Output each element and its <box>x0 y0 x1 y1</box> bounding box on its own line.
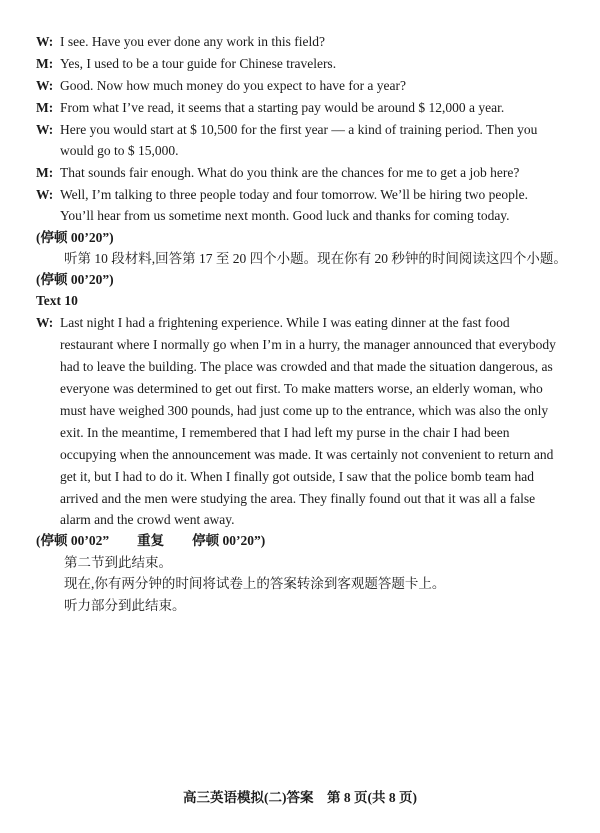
speaker-label: M: <box>36 56 54 71</box>
speaker-label: M: <box>36 165 54 180</box>
closing-line: 听力部分到此结束。 <box>64 598 186 613</box>
pause-note: (停顿 00’20”) <box>36 230 114 245</box>
speaker-label: W: <box>36 122 54 137</box>
monologue-line: must have weighed 300 pounds, had just come up to the entrance, which was also the only <box>60 403 549 418</box>
dialogue-line <box>36 186 528 204</box>
dialogue-continuation: would go to $ 15,000. <box>60 143 179 158</box>
instruction-text: 听第 10 段材料,回答第 17 至 20 四个小题。现在你有 20 秒钟的时间阅读这四个小题。 <box>64 251 567 266</box>
dialogue-line <box>36 77 406 95</box>
closing-line: 第二节到此结束。 <box>64 555 172 570</box>
pause-note: 停顿 00’20”) <box>192 533 266 548</box>
dialogue-text: I see. Have you ever done any work in this field? <box>60 34 326 49</box>
dialogue-line <box>36 121 537 139</box>
dialogue-text: Well, I’m talking to three people today and four tomorrow. We’ll be hiring two people. <box>60 187 528 202</box>
speaker-label: W: <box>36 187 54 202</box>
pause-note: (停顿 00’20”) <box>36 272 114 287</box>
page-footer: 高三英语模拟(二)答案 第 8 页(共 8 页) <box>183 790 417 805</box>
dialogue-line <box>36 55 336 73</box>
monologue-line: restaurant where I normally go when I’m in a hurry, the manager announced that everybody <box>60 337 556 352</box>
monologue-line: occupying when the announcement was made. It was certainly not convenient to return and <box>60 447 554 462</box>
speaker-label: W: <box>36 34 54 49</box>
section-heading: Text 10 <box>36 293 78 308</box>
monologue-line: everyone was determined to get out first. To make matters worse, an elderly woman, who <box>60 381 543 396</box>
speaker-label: W: <box>36 315 54 330</box>
dialogue-line <box>36 164 519 182</box>
dialogue-text: Here you would start at $ 10,500 for the first year — a kind of training period. Then you <box>60 122 538 137</box>
monologue-line: exit. In the meantime, I remembered that I had left my purse in the chair I had been <box>60 425 510 440</box>
dialogue-line <box>36 33 325 51</box>
pause-note: (停顿 00’02” <box>36 533 110 548</box>
dialogue-text: Yes, I used to be a tour guide for Chinese travelers. <box>60 56 337 71</box>
monologue-line: alarm and the crowd went away. <box>60 512 235 527</box>
speaker-label: M: <box>36 100 54 115</box>
closing-line: 现在,你有两分钟的时间将试卷上的答案转涂到客观题答题卡上。 <box>64 576 446 591</box>
dialogue-text: Good. Now how much money do you expect to have for a year? <box>60 78 407 93</box>
repeat-note: 重复 <box>137 533 165 548</box>
speaker-label: W: <box>36 78 54 93</box>
monologue-line: arrived and the men were studying the area. They finally found out that it was all a false <box>60 491 536 506</box>
monologue-line: get it, but I had to do it. When I finally got outside, I saw that the police bomb team had <box>60 469 535 484</box>
monologue-text: Last night I had a frightening experience. While I was eating dinner at the fast food <box>60 315 510 330</box>
monologue-line <box>36 314 510 332</box>
pause-repeat-line <box>36 532 265 550</box>
dialogue-text: That sounds fair enough. What do you think are the chances for me to get a job here? <box>60 165 520 180</box>
dialogue-line <box>36 99 504 117</box>
dialogue-continuation: You’ll hear from us sometime next month. Good luck and thanks for coming today. <box>60 208 510 223</box>
monologue-line: had to leave the building. The place was crowded and that made the situation dangerous, as <box>60 359 553 374</box>
dialogue-text: From what I’ve read, it seems that a starting pay would be around $ 12,000 a year. <box>60 100 505 115</box>
